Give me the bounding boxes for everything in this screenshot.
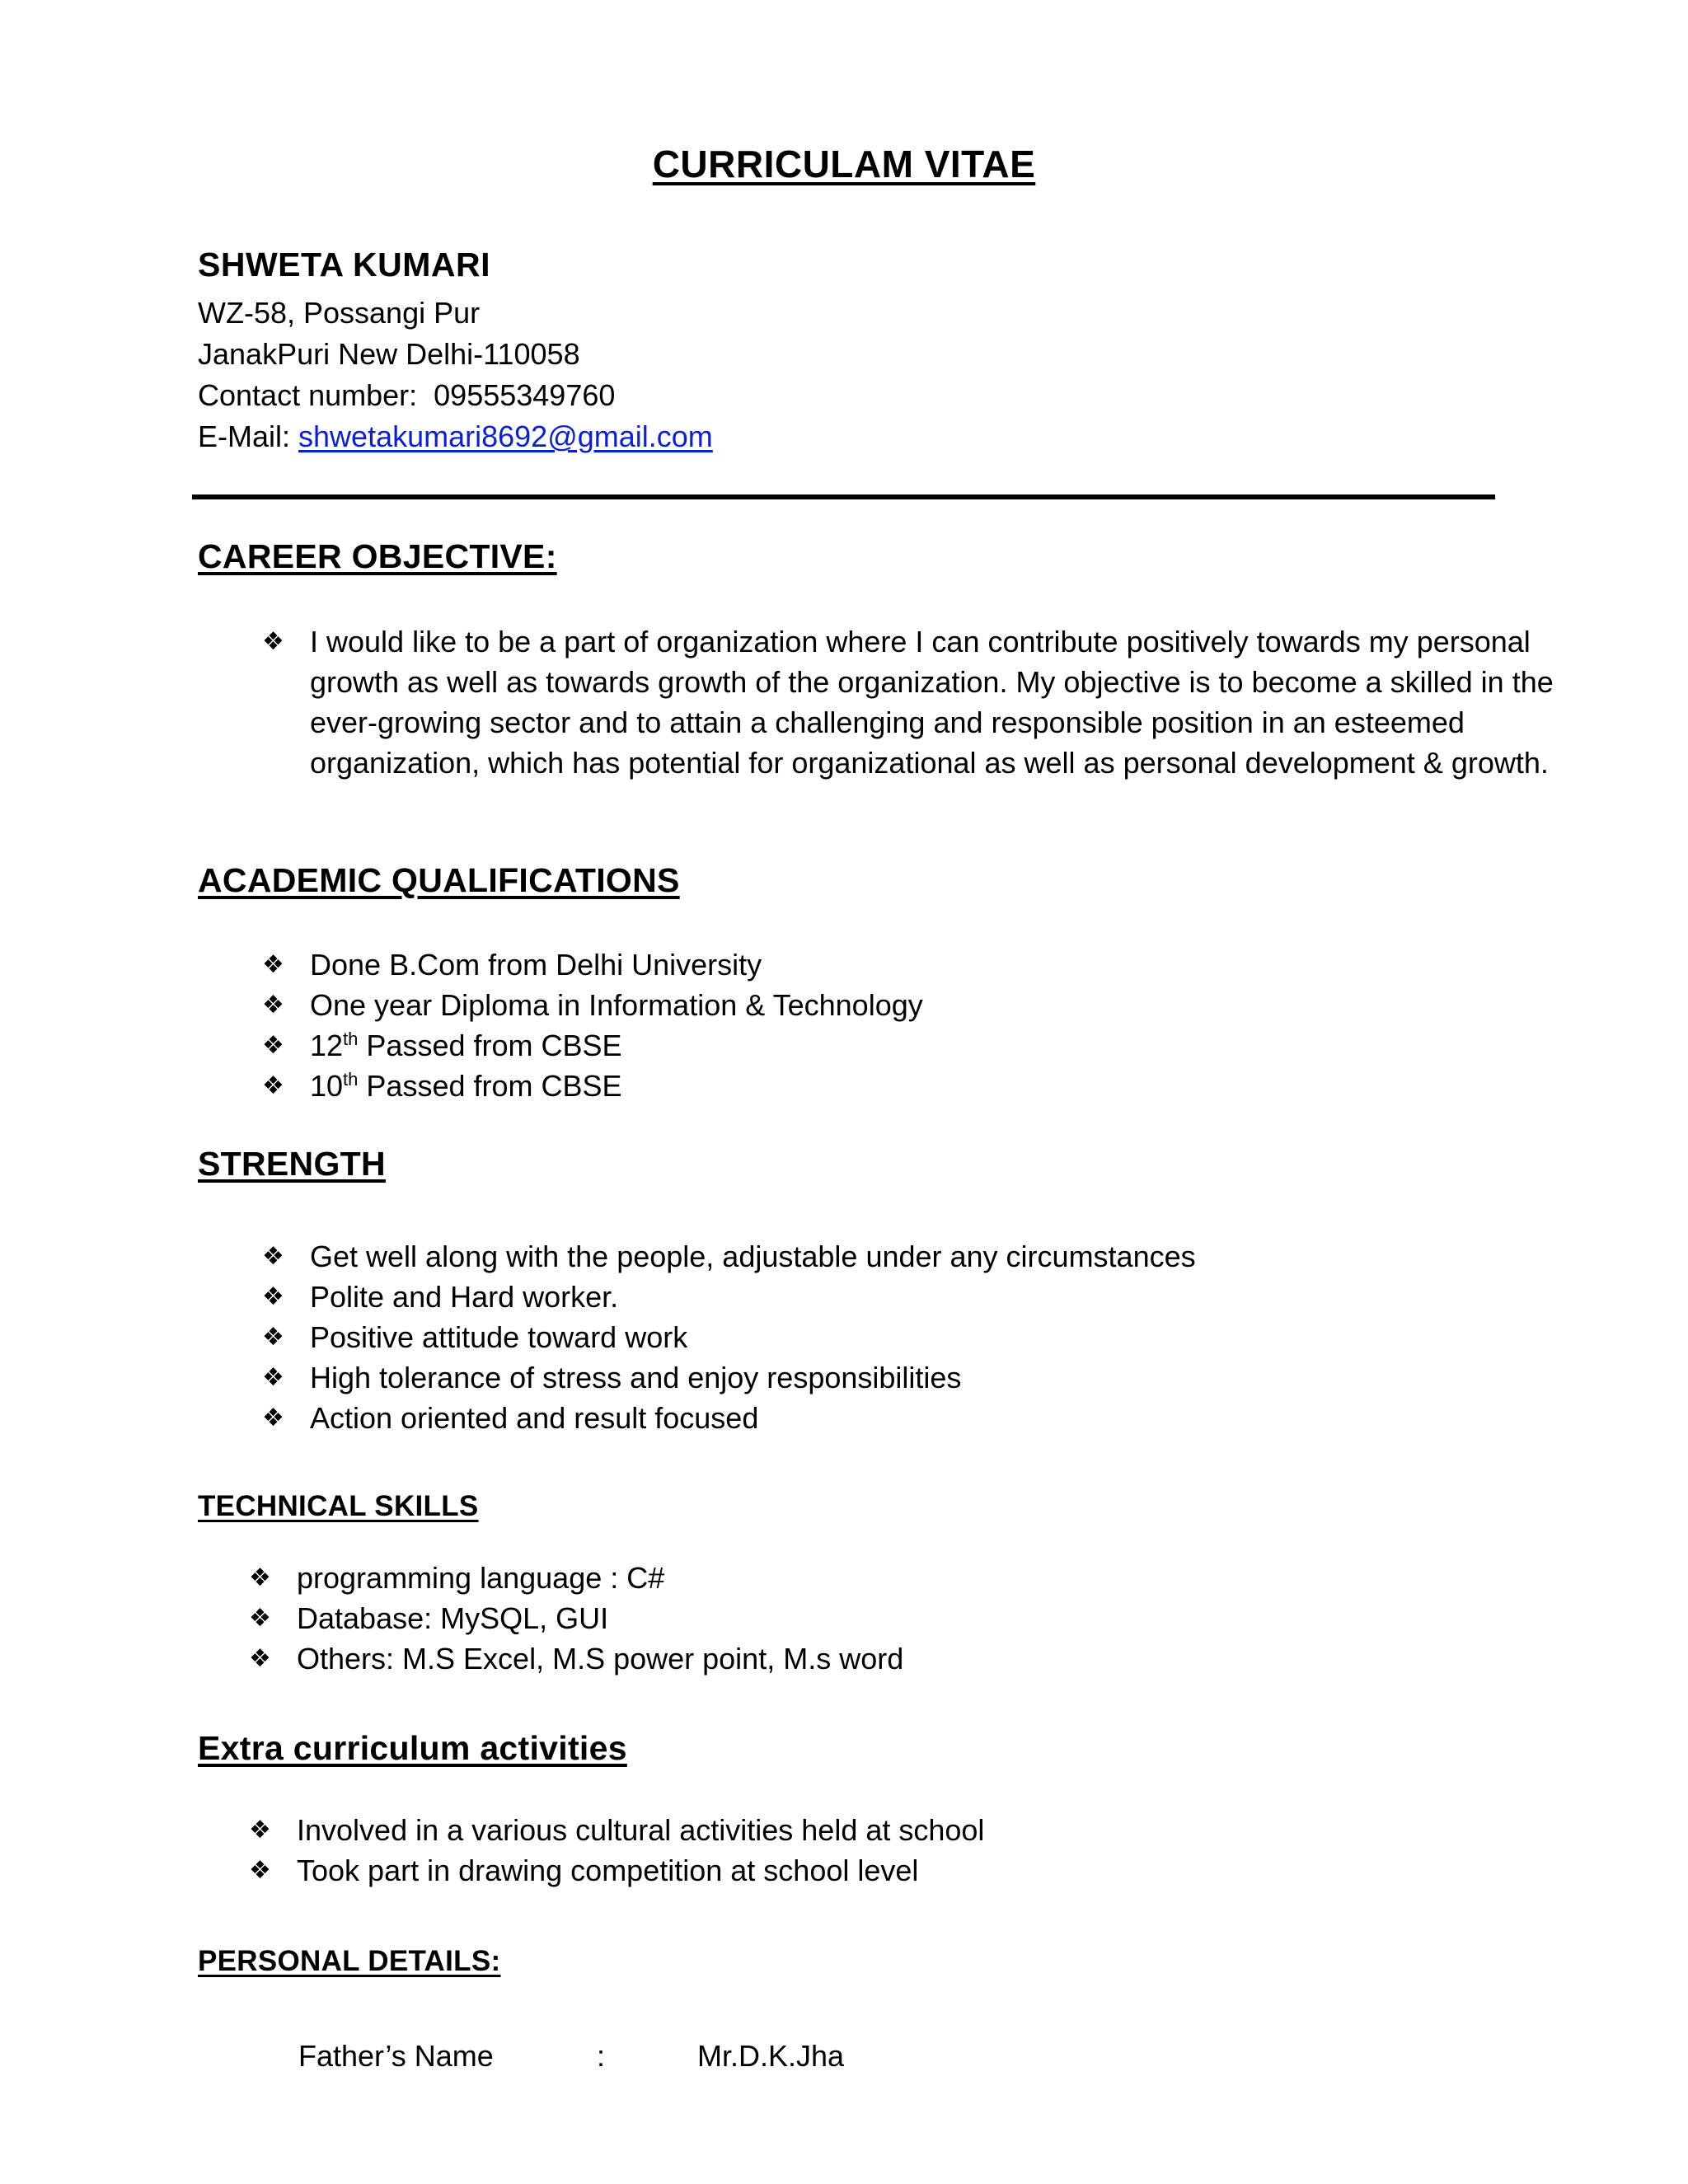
grade-suffix: th <box>343 1069 359 1090</box>
diamond-bullet-icon: ❖ <box>262 1323 284 1352</box>
diamond-bullet-icon: ❖ <box>249 1856 271 1885</box>
contact-number-value: 09555349760 <box>434 378 616 412</box>
strength-item-text: High tolerance of stress and enjoy responsibilities <box>310 1361 962 1394</box>
skill-item-text: Database: MySQL, GUI <box>297 1601 609 1635</box>
document-title: CURRICULAM VITAE <box>652 143 1036 185</box>
strength-item-text: Positive attitude toward work <box>310 1320 688 1354</box>
list-item <box>262 1066 923 1106</box>
activity-item-text: Took part in drawing competition at school level <box>297 1854 919 1887</box>
academic-item-text: Passed from CBSE <box>366 1069 622 1103</box>
list-item <box>262 1025 923 1066</box>
objective-text: I would like to be a part of organization where I can contribute positively towards my personal growth as well as towards growth of the organization. My objective is to become a skilled in the ever-growing sector and to attain a challenging and responsible position in an esteemed organization, which has potential for organizational as well as personal development & growth. <box>310 625 1554 780</box>
header-divider <box>192 494 1495 499</box>
career-objective-heading: CAREER OBJECTIVE: <box>198 537 557 575</box>
diamond-bullet-icon: ❖ <box>249 1644 271 1673</box>
academic-heading: ACADEMIC QUALIFICATIONS <box>198 861 680 899</box>
strength-heading: STRENGTH <box>198 1145 386 1183</box>
technical-skills-list <box>249 1558 903 1679</box>
activity-item-text: Involved in a various cultural activities held at school <box>297 1813 985 1847</box>
extra-curricular-heading: Extra curriculum activities <box>198 1729 627 1767</box>
contact-header <box>198 246 713 457</box>
diamond-bullet-icon: ❖ <box>262 627 284 656</box>
grade-number: 10 <box>310 1069 344 1103</box>
diamond-bullet-icon: ❖ <box>262 1071 284 1100</box>
personal-details-heading: PERSONAL DETAILS: <box>198 1945 501 1977</box>
diamond-bullet-icon: ❖ <box>249 1563 271 1592</box>
technical-skills-heading: TECHNICAL SKILLS <box>198 1490 479 1522</box>
list-item <box>249 1810 984 1850</box>
list-item <box>262 621 1579 783</box>
academic-item-text: Passed from CBSE <box>366 1029 622 1062</box>
list-item <box>262 1398 1196 1438</box>
list-item <box>249 1850 984 1891</box>
skill-item-text: Others: M.S Excel, M.S power point, M.s word <box>297 1642 904 1675</box>
skill-item-text: programming language : C# <box>297 1561 665 1595</box>
detail-label: Father’s Name <box>298 2039 494 2073</box>
grade-number: 12 <box>310 1029 344 1062</box>
career-objective-list <box>262 621 1579 783</box>
strength-item-text: Action oriented and result focused <box>310 1401 759 1435</box>
grade-suffix: th <box>343 1029 359 1049</box>
email-link[interactable]: shwetakumari8692@gmail.com <box>298 419 713 453</box>
list-item <box>262 1357 1196 1398</box>
list-item <box>262 944 923 985</box>
academic-item-text: One year Diploma in Information & Technology <box>310 988 923 1022</box>
diamond-bullet-icon: ❖ <box>262 1363 284 1392</box>
diamond-bullet-icon: ❖ <box>262 991 284 1019</box>
address-line-2: JanakPuri New Delhi-110058 <box>198 337 580 371</box>
contact-number-line <box>198 375 713 416</box>
list-item <box>262 1317 1196 1357</box>
diamond-bullet-icon: ❖ <box>262 1404 284 1432</box>
diamond-bullet-icon: ❖ <box>262 950 284 979</box>
academic-item-text: Done B.Com from Delhi University <box>310 948 762 982</box>
list-item <box>249 1558 903 1598</box>
strength-item-text: Get well along with the people, adjustable under any circumstances <box>310 1240 1196 1273</box>
list-item <box>262 1277 1196 1317</box>
address-line-1: WZ-58, Possangi Pur <box>198 296 481 330</box>
diamond-bullet-icon: ❖ <box>262 1282 284 1311</box>
diamond-bullet-icon: ❖ <box>249 1816 271 1844</box>
diamond-bullet-icon: ❖ <box>262 1031 284 1060</box>
detail-separator: : <box>597 2039 606 2073</box>
list-item <box>249 1598 903 1638</box>
email-line <box>198 416 713 457</box>
list-item <box>249 1638 903 1679</box>
extra-curricular-list <box>249 1810 984 1891</box>
academic-list <box>262 944 923 1106</box>
detail-value: Mr.D.K.Jha <box>697 2039 845 2073</box>
diamond-bullet-icon: ❖ <box>249 1604 271 1633</box>
contact-number-label: Contact number: <box>198 378 418 412</box>
candidate-name: SHWETA KUMARI <box>198 246 490 284</box>
email-label: E-Mail: <box>198 419 291 453</box>
strength-item-text: Polite and Hard worker. <box>310 1280 619 1314</box>
strength-list <box>262 1236 1196 1438</box>
list-item <box>262 985 923 1025</box>
list-item <box>262 1236 1196 1277</box>
diamond-bullet-icon: ❖ <box>262 1242 284 1271</box>
